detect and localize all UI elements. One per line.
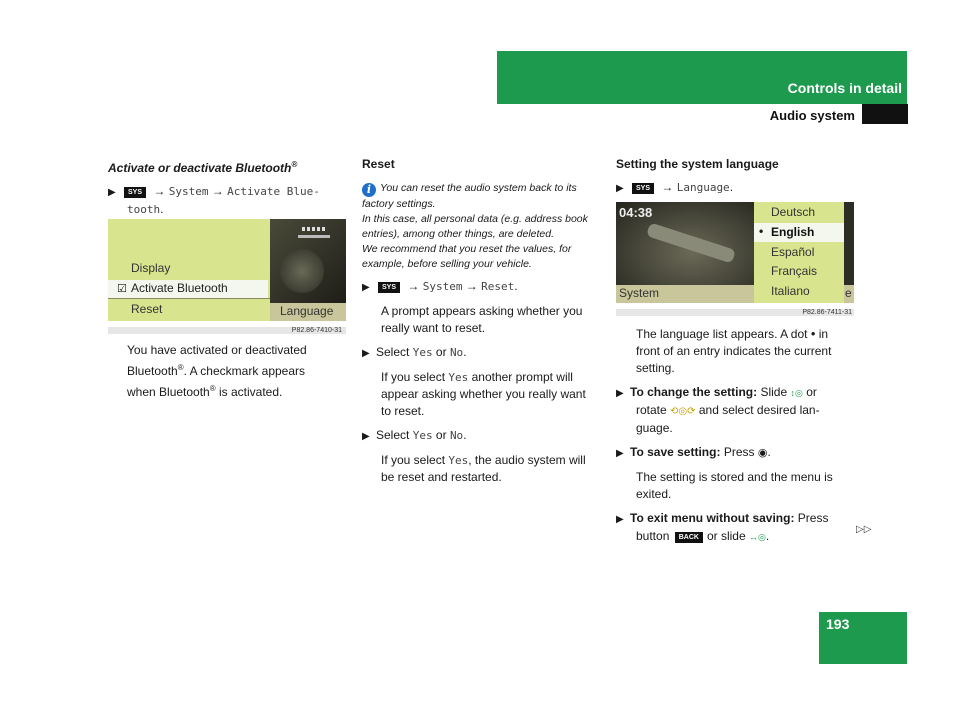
section-title: Controls in detail: [787, 80, 902, 96]
step-exit-menu: ▶ To exit menu without saving: Press button BACK or slide ↔◎.: [616, 511, 829, 543]
heading-reset: Reset: [362, 157, 395, 171]
bluetooth-result: You have activated or deactivated Bluetooth®. A checkmark appears when Bluetooth® is activated.: [127, 343, 307, 399]
step-change-setting: ▶ To change the setting: Slide ↕◎ or rotate ⟲◎⟳ and select desired lan- guage.: [616, 385, 820, 435]
section-subtitle: Audio system: [769, 108, 855, 123]
column-bluetooth: [108, 156, 348, 218]
menu-item-activate-highlight: [108, 280, 268, 298]
figure-caption-2: P82.86-7411-31: [616, 309, 854, 316]
rotate-icon: ⟲◎⟳: [670, 406, 696, 417]
step-select-2: ▶ Select Yes or No.: [362, 428, 467, 442]
header-band: [497, 51, 907, 104]
lang-english-highlight: [754, 223, 844, 242]
screen-graphic: [270, 219, 346, 303]
heading-bluetooth: Activate or deactivate Bluetooth®: [108, 160, 298, 175]
heading-language: Setting the system language: [616, 157, 779, 171]
list-text: The language list appears. A dot • in front of an entry indicates the current setting.: [636, 326, 832, 375]
lang-francais: Français: [771, 264, 818, 278]
language-screen: [616, 202, 854, 303]
system-softkey: System: [616, 285, 754, 303]
prompt-text: A prompt appears asking whether you really want to reset.: [381, 304, 583, 335]
step-save-setting: ▶ To save setting: Press ◉.: [616, 445, 771, 459]
page-number: 193: [826, 616, 850, 632]
checkbox-icon: ☑: [117, 283, 127, 295]
back-button-icon: BACK: [675, 532, 703, 543]
dot-icon: •: [810, 326, 816, 341]
slide-horizontal-icon: ↔◎: [748, 532, 766, 542]
step-bluetooth: ▶ SYS → System → Activate Blue- tooth.: [108, 184, 320, 216]
clock-time: 04:38: [619, 205, 653, 220]
figure-caption-1: P82.86-7410-31: [108, 327, 346, 334]
lang-deutsch: Deutsch: [771, 205, 816, 219]
column-language: [616, 156, 861, 197]
lang-italiano: Italiano: [771, 284, 810, 298]
menu-item-activate: Activate Bluetooth: [131, 281, 228, 295]
edge-softkey: e: [844, 285, 854, 303]
slide-vertical-icon: ↕◎: [790, 388, 803, 398]
language-list: [754, 202, 844, 303]
language-softkey: Language: [270, 303, 346, 321]
lang-espanol: Español: [771, 245, 815, 259]
sys-button-icon: SYS: [378, 282, 400, 293]
stored-text: The setting is stored and the menu is exited.: [636, 470, 833, 501]
sys-button-icon: SYS: [632, 183, 654, 194]
menu-item-display: Display: [131, 261, 171, 275]
final-text: If you select Yes, the audio system will be reset and restarted.: [381, 453, 586, 484]
info-icon: i: [362, 183, 376, 197]
step-reset-path: ▶ SYS → System → Reset.: [362, 279, 518, 293]
language-steps: [616, 325, 861, 546]
menu-item-reset: Reset: [131, 302, 163, 316]
second-prompt-text: If you select Yes another prompt will appear asking whether you really want to reset.: [381, 370, 586, 418]
info-note: i You can reset the audio system back to its factory settings. In this case, all personal data (e.g. address book entries), among other things, are deleted. We recommend that you reset the values, for example, before selling your vehicle.: [362, 182, 588, 270]
header-marker: [862, 104, 908, 124]
step-language-path: ▶ SYS → Language.: [616, 180, 734, 194]
selected-dot-icon: •: [759, 224, 764, 238]
sys-button-icon: SYS: [124, 187, 146, 198]
lang-english: English: [771, 225, 815, 239]
continue-arrows-icon: ▷▷: [856, 524, 872, 535]
press-controller-icon: ◉: [757, 447, 768, 459]
column-reset: [362, 156, 602, 486]
step-select-1: ▶ Select Yes or No.: [362, 345, 467, 359]
bluetooth-screen: [108, 219, 346, 321]
